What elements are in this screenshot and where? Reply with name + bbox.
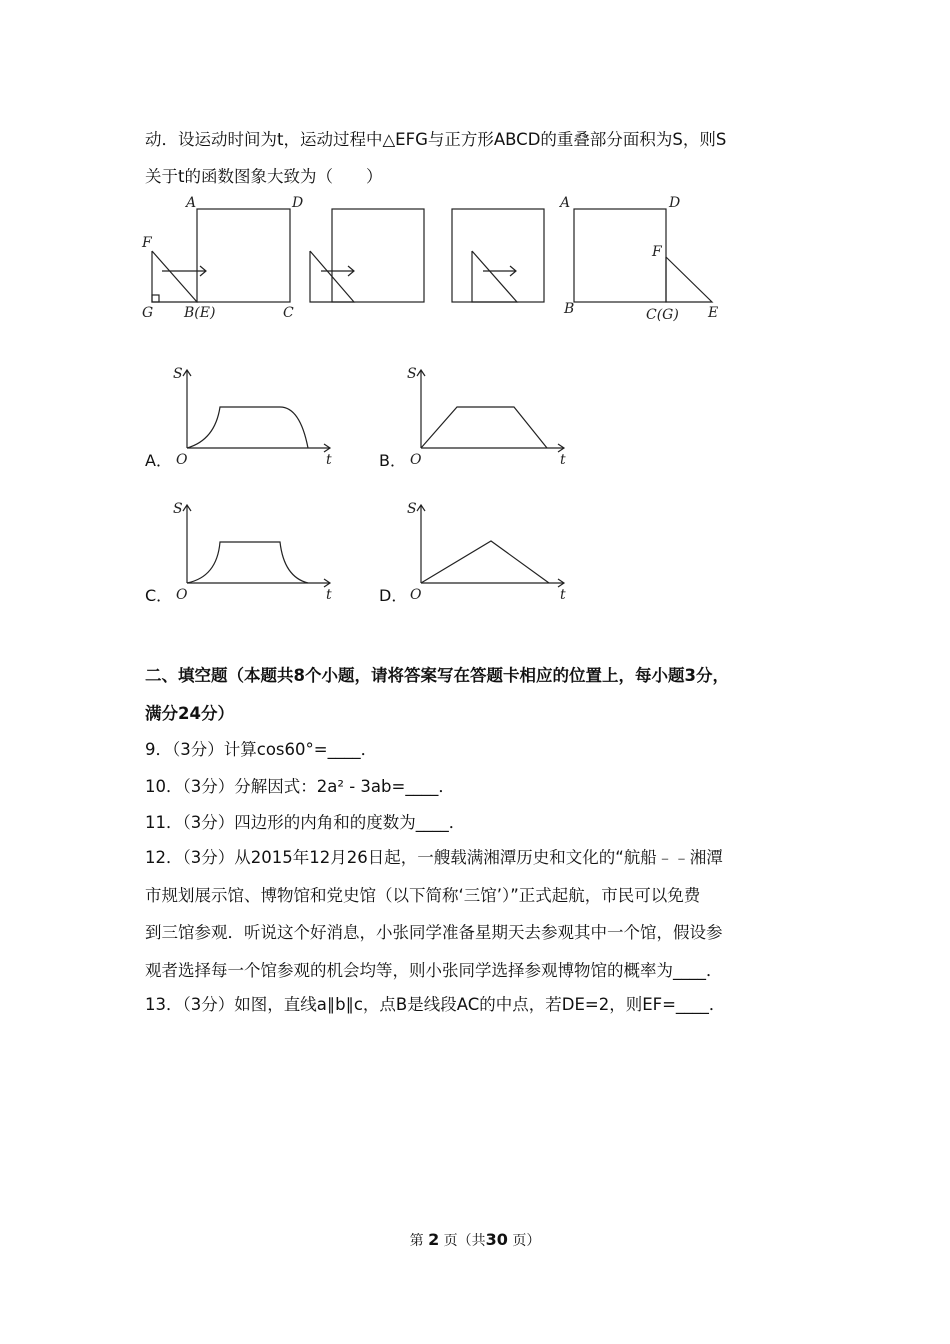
q8-text-line1: 动．设运动时间为t，运动过程中△EFG与正方形ABCD的重叠部分面积为S，则S — [145, 130, 727, 149]
page-footer: 第 2 页（共30 页） — [409, 1230, 541, 1249]
svg-text:O: O — [176, 587, 188, 603]
option-d-label: D． — [379, 586, 408, 605]
curve-c — [187, 542, 308, 583]
square-abcd-3 — [452, 209, 544, 302]
option-b-graph — [404, 362, 574, 467]
triangle-efg-1 — [152, 251, 197, 302]
question-line: 10．（3分）分解因式：2a² - 3ab=____． — [145, 777, 455, 796]
label-cg: C(G) — [646, 307, 679, 323]
option-c-label: C． — [145, 586, 173, 605]
svg-text:t: t — [560, 452, 566, 468]
question-line: 到三馆参观．听说这个好消息，小张同学准备星期天去参观其中一个馆，假设参 — [145, 923, 723, 942]
label-f1: F — [142, 235, 152, 251]
question-line: 13．（3分）如图，直线a∥b∥c，点B是线段AC的中点，若DE=2，则EF=____． — [145, 995, 726, 1014]
curve-d — [421, 541, 549, 583]
option-c-graph — [170, 497, 340, 602]
label-f4: F — [652, 244, 662, 260]
svg-text:S: S — [173, 366, 183, 382]
option-a-label: A． — [145, 451, 172, 470]
option-a-graph — [170, 362, 340, 467]
svg-text:t: t — [326, 587, 332, 603]
svg-text:S: S — [407, 366, 417, 382]
label-d1: D — [292, 195, 304, 211]
svg-text:S: S — [173, 501, 183, 517]
label-e4: E — [708, 305, 719, 321]
square-abcd-2 — [332, 209, 424, 302]
section2-heading-line2: 满分24分） — [145, 704, 234, 723]
label-a1: A — [186, 195, 197, 211]
question-line: 市规划展示馆、博物馆和党史馆（以下简称‘三馆’）”正式起航，市民可以免费 — [145, 886, 701, 905]
question-line: 9．（3分）计算cos60°=____． — [145, 740, 378, 759]
svg-text:O: O — [410, 587, 422, 603]
label-a4: A — [560, 195, 571, 211]
square-abcd-1 — [197, 209, 290, 302]
curve-b — [421, 407, 547, 448]
svg-text:O: O — [176, 452, 188, 468]
q8-motion-figure — [140, 195, 740, 325]
question-line: 11．（3分）四边形的内角和的度数为____． — [145, 813, 466, 832]
option-b-label: B． — [379, 451, 406, 470]
svg-text:O: O — [410, 452, 422, 468]
svg-text:t: t — [560, 587, 566, 603]
label-d4: D — [669, 195, 681, 211]
triangle-efg-3 — [472, 251, 517, 302]
svg-text:S: S — [407, 501, 417, 517]
svg-text:t: t — [326, 452, 332, 468]
section2-heading-line1: 二、填空题（本题共8个小题，请将答案写在答题卡相应的位置上，每小题3分， — [145, 666, 729, 685]
question-line: 观者选择每一个馆参观的机会均等，则小张同学选择参观博物馆的概率为____． — [145, 961, 723, 980]
option-d-graph — [404, 497, 574, 602]
label-g1: G — [142, 305, 154, 321]
label-c1: C — [283, 305, 294, 321]
label-b4: B — [564, 301, 575, 317]
curve-a — [187, 407, 308, 448]
right-angle-mark — [152, 295, 159, 302]
label-be: B(E) — [184, 305, 216, 321]
question-line: 12．（3分）从2015年12月26日起，一艘载满湘潭历史和文化的“航船﹣﹣湘潭 — [145, 848, 723, 867]
triangle-efg-4 — [666, 257, 712, 302]
q8-text-line2: 关于t的函数图象大致为（ ） — [145, 167, 383, 186]
